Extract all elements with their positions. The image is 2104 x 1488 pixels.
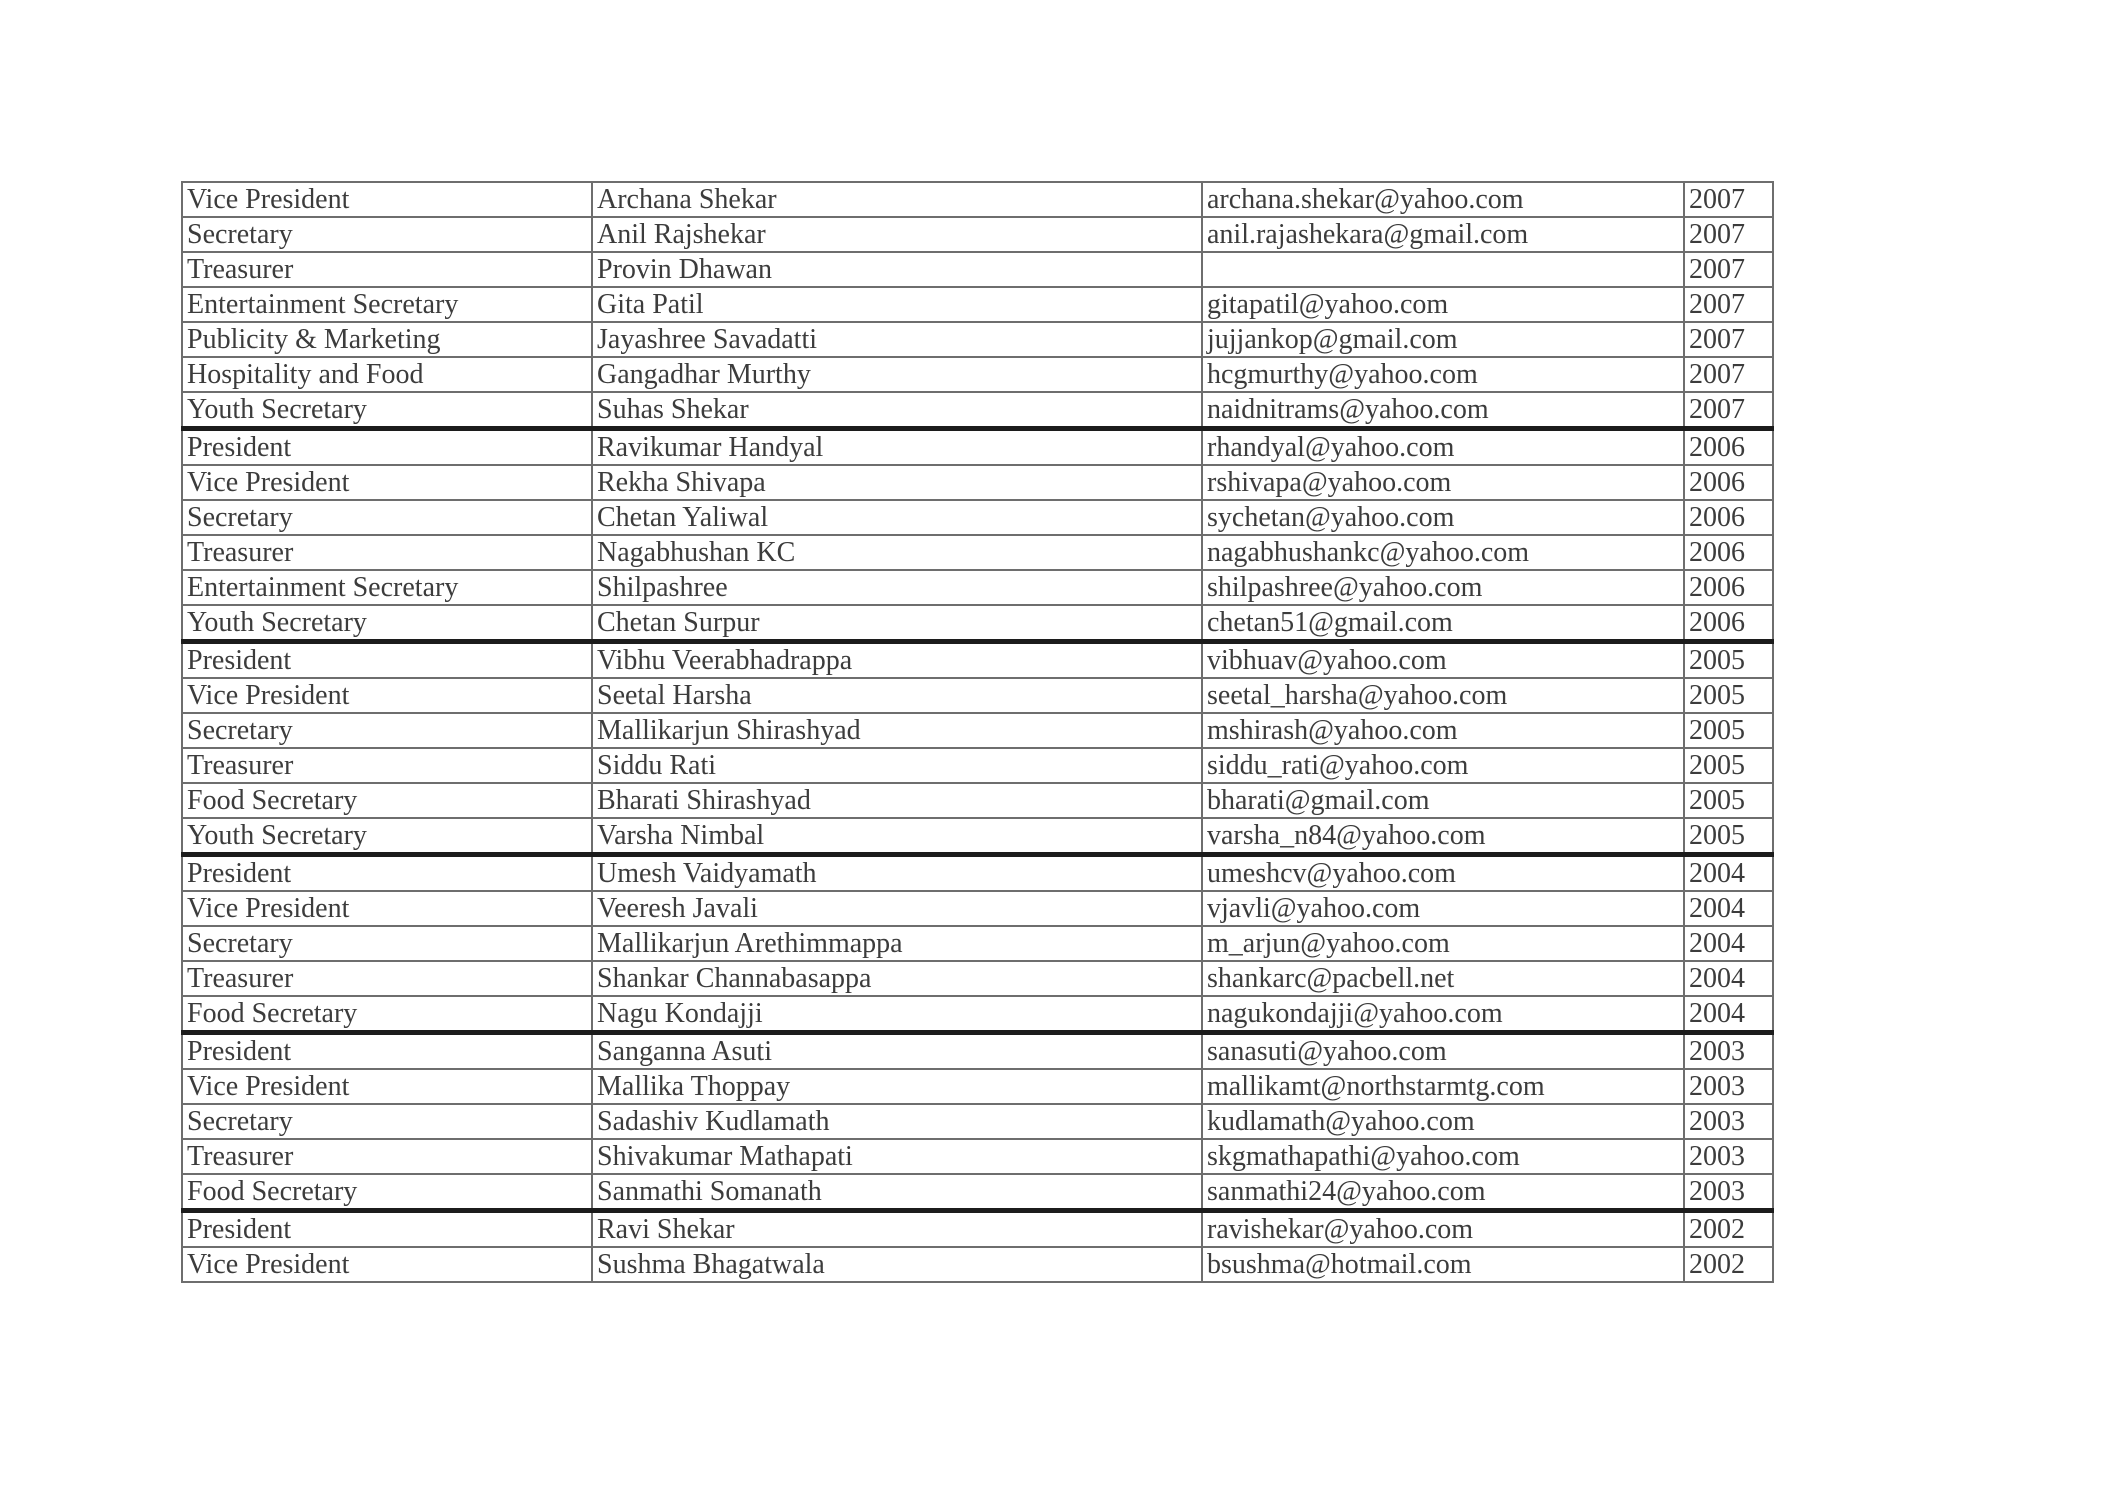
name-cell: Varsha Nimbal	[592, 818, 1202, 855]
year-cell: 2002	[1684, 1211, 1773, 1248]
year-cell: 2006	[1684, 605, 1773, 642]
table-row	[182, 287, 1773, 322]
name-cell: Nagabhushan KC	[592, 535, 1202, 570]
table-row	[182, 217, 1773, 252]
table-row	[182, 996, 1773, 1033]
position-cell: Publicity & Marketing	[182, 322, 592, 357]
position-cell: Treasurer	[182, 535, 592, 570]
email-cell: siddu_rati@yahoo.com	[1202, 748, 1684, 783]
year-cell: 2006	[1684, 429, 1773, 466]
email-cell: archana.shekar@yahoo.com	[1202, 182, 1684, 217]
position-cell: Food Secretary	[182, 1174, 592, 1211]
position-cell: Treasurer	[182, 961, 592, 996]
email-cell: skgmathapathi@yahoo.com	[1202, 1139, 1684, 1174]
name-cell: Sanmathi Somanath	[592, 1174, 1202, 1211]
year-cell: 2007	[1684, 287, 1773, 322]
email-cell: vjavli@yahoo.com	[1202, 891, 1684, 926]
position-cell: Secretary	[182, 926, 592, 961]
position-cell: Hospitality and Food	[182, 357, 592, 392]
name-cell: Siddu Rati	[592, 748, 1202, 783]
table-row	[182, 1104, 1773, 1139]
table-row	[182, 748, 1773, 783]
officers-table	[181, 181, 1774, 1283]
position-cell: Vice President	[182, 1247, 592, 1282]
email-cell: jujjankop@gmail.com	[1202, 322, 1684, 357]
year-cell: 2004	[1684, 961, 1773, 996]
table-row	[182, 465, 1773, 500]
table-row	[182, 1211, 1773, 1248]
position-cell: Secretary	[182, 500, 592, 535]
email-cell: gitapatil@yahoo.com	[1202, 287, 1684, 322]
name-cell: Sushma Bhagatwala	[592, 1247, 1202, 1282]
email-cell: nagukondajji@yahoo.com	[1202, 996, 1684, 1033]
table-row	[182, 642, 1773, 679]
table-row	[182, 182, 1773, 217]
name-cell: Bharati Shirashyad	[592, 783, 1202, 818]
name-cell: Mallikarjun Arethimmappa	[592, 926, 1202, 961]
year-cell: 2005	[1684, 642, 1773, 679]
year-cell: 2003	[1684, 1139, 1773, 1174]
email-cell: sychetan@yahoo.com	[1202, 500, 1684, 535]
position-cell: Vice President	[182, 678, 592, 713]
position-cell: Youth Secretary	[182, 818, 592, 855]
email-cell: chetan51@gmail.com	[1202, 605, 1684, 642]
email-cell: bsushma@hotmail.com	[1202, 1247, 1684, 1282]
year-cell: 2007	[1684, 217, 1773, 252]
name-cell: Provin Dhawan	[592, 252, 1202, 287]
position-cell: President	[182, 642, 592, 679]
name-cell: Shivakumar Mathapati	[592, 1139, 1202, 1174]
table-row	[182, 535, 1773, 570]
table-row	[182, 1174, 1773, 1211]
year-cell: 2003	[1684, 1104, 1773, 1139]
table-row	[182, 252, 1773, 287]
email-cell: vibhuav@yahoo.com	[1202, 642, 1684, 679]
year-cell: 2003	[1684, 1069, 1773, 1104]
email-cell: kudlamath@yahoo.com	[1202, 1104, 1684, 1139]
table-row	[182, 1033, 1773, 1070]
position-cell: Secretary	[182, 217, 592, 252]
year-cell: 2007	[1684, 392, 1773, 429]
name-cell: Mallika Thoppay	[592, 1069, 1202, 1104]
name-cell: Gita Patil	[592, 287, 1202, 322]
position-cell: President	[182, 429, 592, 466]
name-cell: Umesh Vaidyamath	[592, 855, 1202, 892]
table-row	[182, 392, 1773, 429]
table-row	[182, 322, 1773, 357]
table-row	[182, 429, 1773, 466]
table-row	[182, 1247, 1773, 1282]
email-cell: seetal_harsha@yahoo.com	[1202, 678, 1684, 713]
position-cell: Entertainment Secretary	[182, 287, 592, 322]
name-cell: Gangadhar Murthy	[592, 357, 1202, 392]
name-cell: Archana Shekar	[592, 182, 1202, 217]
position-cell: Youth Secretary	[182, 605, 592, 642]
email-cell: rhandyal@yahoo.com	[1202, 429, 1684, 466]
name-cell: Jayashree Savadatti	[592, 322, 1202, 357]
table-row	[182, 1139, 1773, 1174]
name-cell: Seetal Harsha	[592, 678, 1202, 713]
email-cell: sanmathi24@yahoo.com	[1202, 1174, 1684, 1211]
position-cell: Vice President	[182, 182, 592, 217]
year-cell: 2005	[1684, 748, 1773, 783]
officers-table-body	[182, 182, 1773, 1282]
email-cell: nagabhushankc@yahoo.com	[1202, 535, 1684, 570]
year-cell: 2005	[1684, 678, 1773, 713]
name-cell: Ravikumar Handyal	[592, 429, 1202, 466]
name-cell: Mallikarjun Shirashyad	[592, 713, 1202, 748]
year-cell: 2006	[1684, 570, 1773, 605]
year-cell: 2007	[1684, 182, 1773, 217]
position-cell: President	[182, 1033, 592, 1070]
email-cell: naidnitrams@yahoo.com	[1202, 392, 1684, 429]
email-cell: hcgmurthy@yahoo.com	[1202, 357, 1684, 392]
email-cell: shankarc@pacbell.net	[1202, 961, 1684, 996]
table-row	[182, 357, 1773, 392]
position-cell: Food Secretary	[182, 783, 592, 818]
year-cell: 2004	[1684, 891, 1773, 926]
position-cell: Treasurer	[182, 252, 592, 287]
position-cell: Youth Secretary	[182, 392, 592, 429]
table-row	[182, 961, 1773, 996]
email-cell	[1202, 252, 1684, 287]
name-cell: Ravi Shekar	[592, 1211, 1202, 1248]
table-row	[182, 605, 1773, 642]
email-cell: mshirash@yahoo.com	[1202, 713, 1684, 748]
name-cell: Shankar Channabasappa	[592, 961, 1202, 996]
position-cell: Treasurer	[182, 748, 592, 783]
position-cell: Food Secretary	[182, 996, 592, 1033]
position-cell: Vice President	[182, 465, 592, 500]
position-cell: Vice President	[182, 1069, 592, 1104]
email-cell: mallikamt@northstarmtg.com	[1202, 1069, 1684, 1104]
position-cell: Entertainment Secretary	[182, 570, 592, 605]
email-cell: anil.rajashekara@gmail.com	[1202, 217, 1684, 252]
name-cell: Anil Rajshekar	[592, 217, 1202, 252]
year-cell: 2005	[1684, 818, 1773, 855]
email-cell: m_arjun@yahoo.com	[1202, 926, 1684, 961]
email-cell: sanasuti@yahoo.com	[1202, 1033, 1684, 1070]
year-cell: 2004	[1684, 855, 1773, 892]
name-cell: Chetan Yaliwal	[592, 500, 1202, 535]
year-cell: 2007	[1684, 322, 1773, 357]
email-cell: rshivapa@yahoo.com	[1202, 465, 1684, 500]
table-row	[182, 891, 1773, 926]
table-row	[182, 713, 1773, 748]
year-cell: 2004	[1684, 996, 1773, 1033]
name-cell: Suhas Shekar	[592, 392, 1202, 429]
name-cell: Vibhu Veerabhadrappa	[592, 642, 1202, 679]
name-cell: Nagu Kondajji	[592, 996, 1202, 1033]
year-cell: 2005	[1684, 783, 1773, 818]
table-row	[182, 500, 1773, 535]
position-cell: President	[182, 1211, 592, 1248]
year-cell: 2006	[1684, 500, 1773, 535]
name-cell: Chetan Surpur	[592, 605, 1202, 642]
year-cell: 2002	[1684, 1247, 1773, 1282]
name-cell: Rekha Shivapa	[592, 465, 1202, 500]
email-cell: umeshcv@yahoo.com	[1202, 855, 1684, 892]
position-cell: Vice President	[182, 891, 592, 926]
email-cell: bharati@gmail.com	[1202, 783, 1684, 818]
position-cell: Treasurer	[182, 1139, 592, 1174]
year-cell: 2003	[1684, 1174, 1773, 1211]
table-row	[182, 855, 1773, 892]
name-cell: Sanganna Asuti	[592, 1033, 1202, 1070]
email-cell: ravishekar@yahoo.com	[1202, 1211, 1684, 1248]
name-cell: Veeresh Javali	[592, 891, 1202, 926]
table-row	[182, 783, 1773, 818]
position-cell: Secretary	[182, 1104, 592, 1139]
year-cell: 2006	[1684, 535, 1773, 570]
year-cell: 2007	[1684, 357, 1773, 392]
table-row	[182, 570, 1773, 605]
year-cell: 2004	[1684, 926, 1773, 961]
year-cell: 2003	[1684, 1033, 1773, 1070]
table-row	[182, 818, 1773, 855]
year-cell: 2007	[1684, 252, 1773, 287]
table-row	[182, 926, 1773, 961]
year-cell: 2005	[1684, 713, 1773, 748]
year-cell: 2006	[1684, 465, 1773, 500]
email-cell: shilpashree@yahoo.com	[1202, 570, 1684, 605]
name-cell: Shilpashree	[592, 570, 1202, 605]
position-cell: President	[182, 855, 592, 892]
name-cell: Sadashiv Kudlamath	[592, 1104, 1202, 1139]
email-cell: varsha_n84@yahoo.com	[1202, 818, 1684, 855]
position-cell: Secretary	[182, 713, 592, 748]
table-row	[182, 678, 1773, 713]
table-row	[182, 1069, 1773, 1104]
